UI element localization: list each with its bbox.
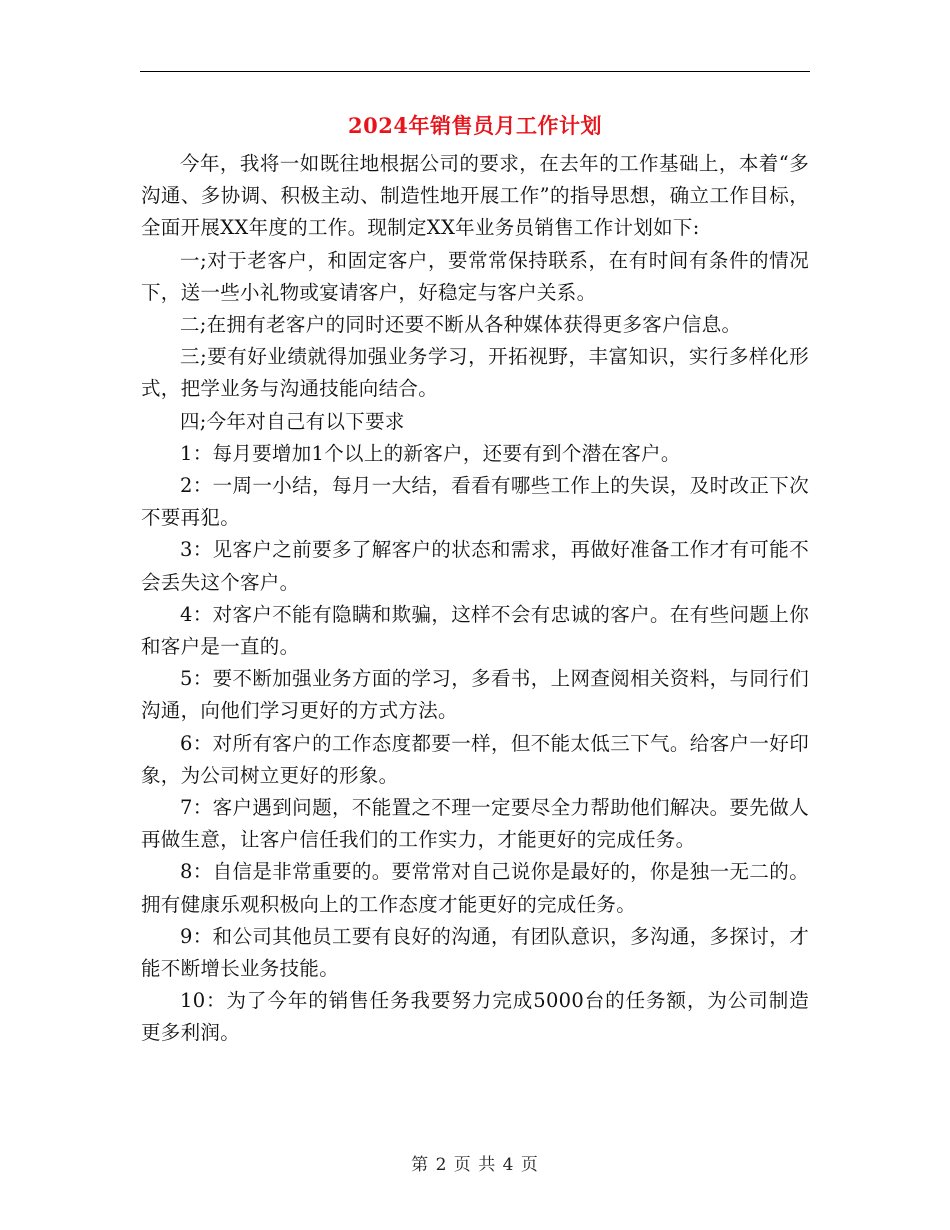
paragraph-item-4: 四;今年对自己有以下要求 — [180, 409, 405, 433]
paragraph-item-2: 二;在拥有老客户的同时还要不断从各种媒体获得更多客户信息。 — [180, 313, 742, 337]
requirement-6: 6：对所有客户的工作态度都要一样，但不能太低三下气。给客户一好印象，为公司树立更好的形象。 — [141, 731, 809, 787]
requirement-5: 5：要不断加强业务方面的学习，多看书，上网查阅相关资料，与同行们沟通，向他们学习更好的方式方法。 — [141, 667, 809, 723]
requirement-7: 7：客户遇到问题，不能置之不理一定要尽全力帮助他们解决。要先做人再做生意，让客户信任我们的工作实力，才能更好的完成任务。 — [141, 796, 809, 852]
requirement-3: 3：见客户之前要多了解客户的状态和需求，再做好准备工作才有可能不会丢失这个客户。 — [141, 538, 809, 594]
requirement-1: 1：每月要增加1个以上的新客户，还要有到个潜在客户。 — [180, 441, 681, 465]
paragraph-item-3: 三;要有好业绩就得加强业务学习，开拓视野，丰富知识，实行多样化形式，把学业务与沟通技能向结合。 — [141, 345, 809, 401]
requirement-9: 9：和公司其他员工要有良好的沟通，有团队意识，多沟通，多探讨，才能不断增长业务技能。 — [141, 924, 809, 981]
paragraph-item-1: 一;对于老客户，和固定客户，要常常保持联系，在有时间有条件的情况下，送一些小礼物或宴请客户，好稳定与客户关系。 — [141, 248, 809, 304]
requirement-8: 8：自信是非常重要的。要常常对自己说你是最好的，你是独一无二的。拥有健康乐观积极向上的工作态度才能更好的完成任务。 — [141, 860, 809, 916]
requirement-10: 10：为了今年的销售任务我要努力完成5000台的任务额，为公司制造更多利润。 — [141, 989, 809, 1045]
header-rule — [140, 71, 810, 72]
document-title: 2024年销售员月工作计划 — [348, 113, 602, 138]
document-body — [141, 148, 809, 1050]
page-footer: 第 2 页 共 4 页 — [411, 1155, 539, 1175]
requirement-4: 4：对客户不能有隐瞒和欺骗，这样不会有忠诚的客户。在有些问题上你和客户是一直的。 — [141, 602, 809, 659]
paragraph-intro: 今年，我将一如既往地根据公司的要求，在去年的工作基础上，本着“多沟通、多协调、积极主动、制造性地开展工作”的指导思想，确立工作目标，全面开展XX年度的工作。现制定XX年业务员销售工作计划如下: — [141, 152, 809, 240]
requirement-2: 2：一周一小结，每月一大结，看看有哪些工作上的失误，及时改正下次不要再犯。 — [141, 474, 809, 530]
